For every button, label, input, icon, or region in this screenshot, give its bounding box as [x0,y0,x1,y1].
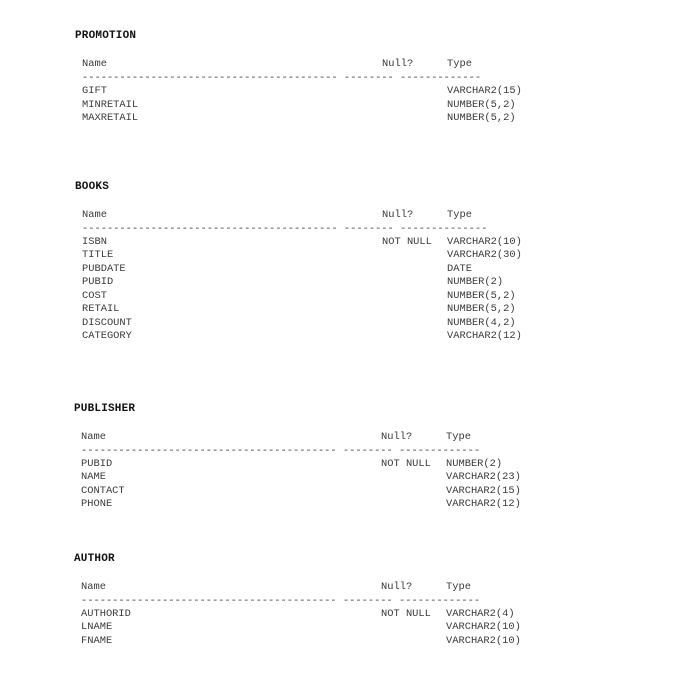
column-name: MAXRETAIL [82,112,139,124]
column-name: TITLE [82,249,114,261]
separator-row [74,595,481,608]
column-name: PUBID [81,458,113,470]
table-row [74,498,521,511]
column-type: VARCHAR2(12) [446,498,521,510]
column-header-type: Type [447,58,472,70]
separator-line: ----------------------------------------- -------- ------------- [81,595,481,607]
column-name: NAME [81,471,106,483]
table-promotion [75,30,635,130]
table-title: BOOKS [75,181,110,193]
column-type: VARCHAR2(10) [446,621,521,633]
table-row [75,85,522,98]
table-row [75,330,522,343]
column-header-type: Type [446,431,471,443]
column-type: VARCHAR2(15) [446,485,521,497]
column-type: VARCHAR2(10) [446,635,521,647]
column-name: PHONE [81,498,113,510]
column-name: MINRETAIL [82,99,139,111]
separator-line: ----------------------------------------- -------- -------------- [82,223,488,235]
column-name: FNAME [81,635,113,647]
column-type: DATE [447,263,472,275]
column-type: NUMBER(5,2) [447,290,516,302]
table-row [74,608,515,621]
column-header-name: Name [81,581,106,593]
column-type: NUMBER(2) [446,458,503,470]
column-type: NUMBER(4,2) [447,317,516,329]
separator-row [75,72,482,85]
header-row [75,209,472,222]
column-header-null: Null? [381,581,413,593]
table-row [74,485,521,498]
column-header-name: Name [82,58,107,70]
table-row [74,635,521,648]
column-type: VARCHAR2(15) [447,85,522,97]
column-header-name: Name [81,431,106,443]
table-row [75,303,516,316]
column-type: VARCHAR2(23) [446,471,521,483]
column-null: NOT NULL [382,236,432,248]
column-type: VARCHAR2(10) [447,236,522,248]
column-name: COST [82,290,107,302]
header-row [74,581,471,594]
header-row [75,58,472,71]
column-header-null: Null? [382,58,414,70]
column-header-type: Type [446,581,471,593]
column-type: VARCHAR2(4) [446,608,515,620]
column-type: NUMBER(2) [447,276,504,288]
table-publisher [74,403,634,518]
table-title: PUBLISHER [74,403,136,415]
column-header-name: Name [82,209,107,221]
separator-row [74,445,481,458]
column-type: NUMBER(5,2) [447,99,516,111]
header-row [74,431,471,444]
column-name: GIFT [82,85,107,97]
column-name: AUTHORID [81,608,131,620]
table-row [75,276,504,289]
table-author [74,553,634,653]
table-row [75,263,472,276]
table-row [75,236,522,249]
column-null: NOT NULL [381,458,431,470]
column-name: DISCOUNT [82,317,132,329]
table-books [75,181,635,351]
table-row [75,317,516,330]
column-name: CONTACT [81,485,125,497]
column-name: RETAIL [82,303,120,315]
column-header-null: Null? [381,431,413,443]
table-title: AUTHOR [74,553,115,565]
column-type: VARCHAR2(30) [447,249,522,261]
table-row [75,112,516,125]
column-name: PUBDATE [82,263,126,275]
table-row [74,621,521,634]
column-name: ISBN [82,236,107,248]
column-null: NOT NULL [381,608,431,620]
separator-line: ----------------------------------------- -------- ------------- [82,72,482,84]
table-row [75,99,516,112]
column-type: NUMBER(5,2) [447,112,516,124]
table-row [75,290,516,303]
column-type: NUMBER(5,2) [447,303,516,315]
table-title: PROMOTION [75,30,137,42]
column-type: VARCHAR2(12) [447,330,522,342]
table-row [75,249,522,262]
separator-line: ----------------------------------------- -------- ------------- [81,445,481,457]
table-row [74,471,521,484]
column-header-type: Type [447,209,472,221]
column-name: LNAME [81,621,113,633]
table-row [74,458,503,471]
separator-row [75,223,488,236]
column-name: CATEGORY [82,330,132,342]
column-name: PUBID [82,276,114,288]
column-header-null: Null? [382,209,414,221]
